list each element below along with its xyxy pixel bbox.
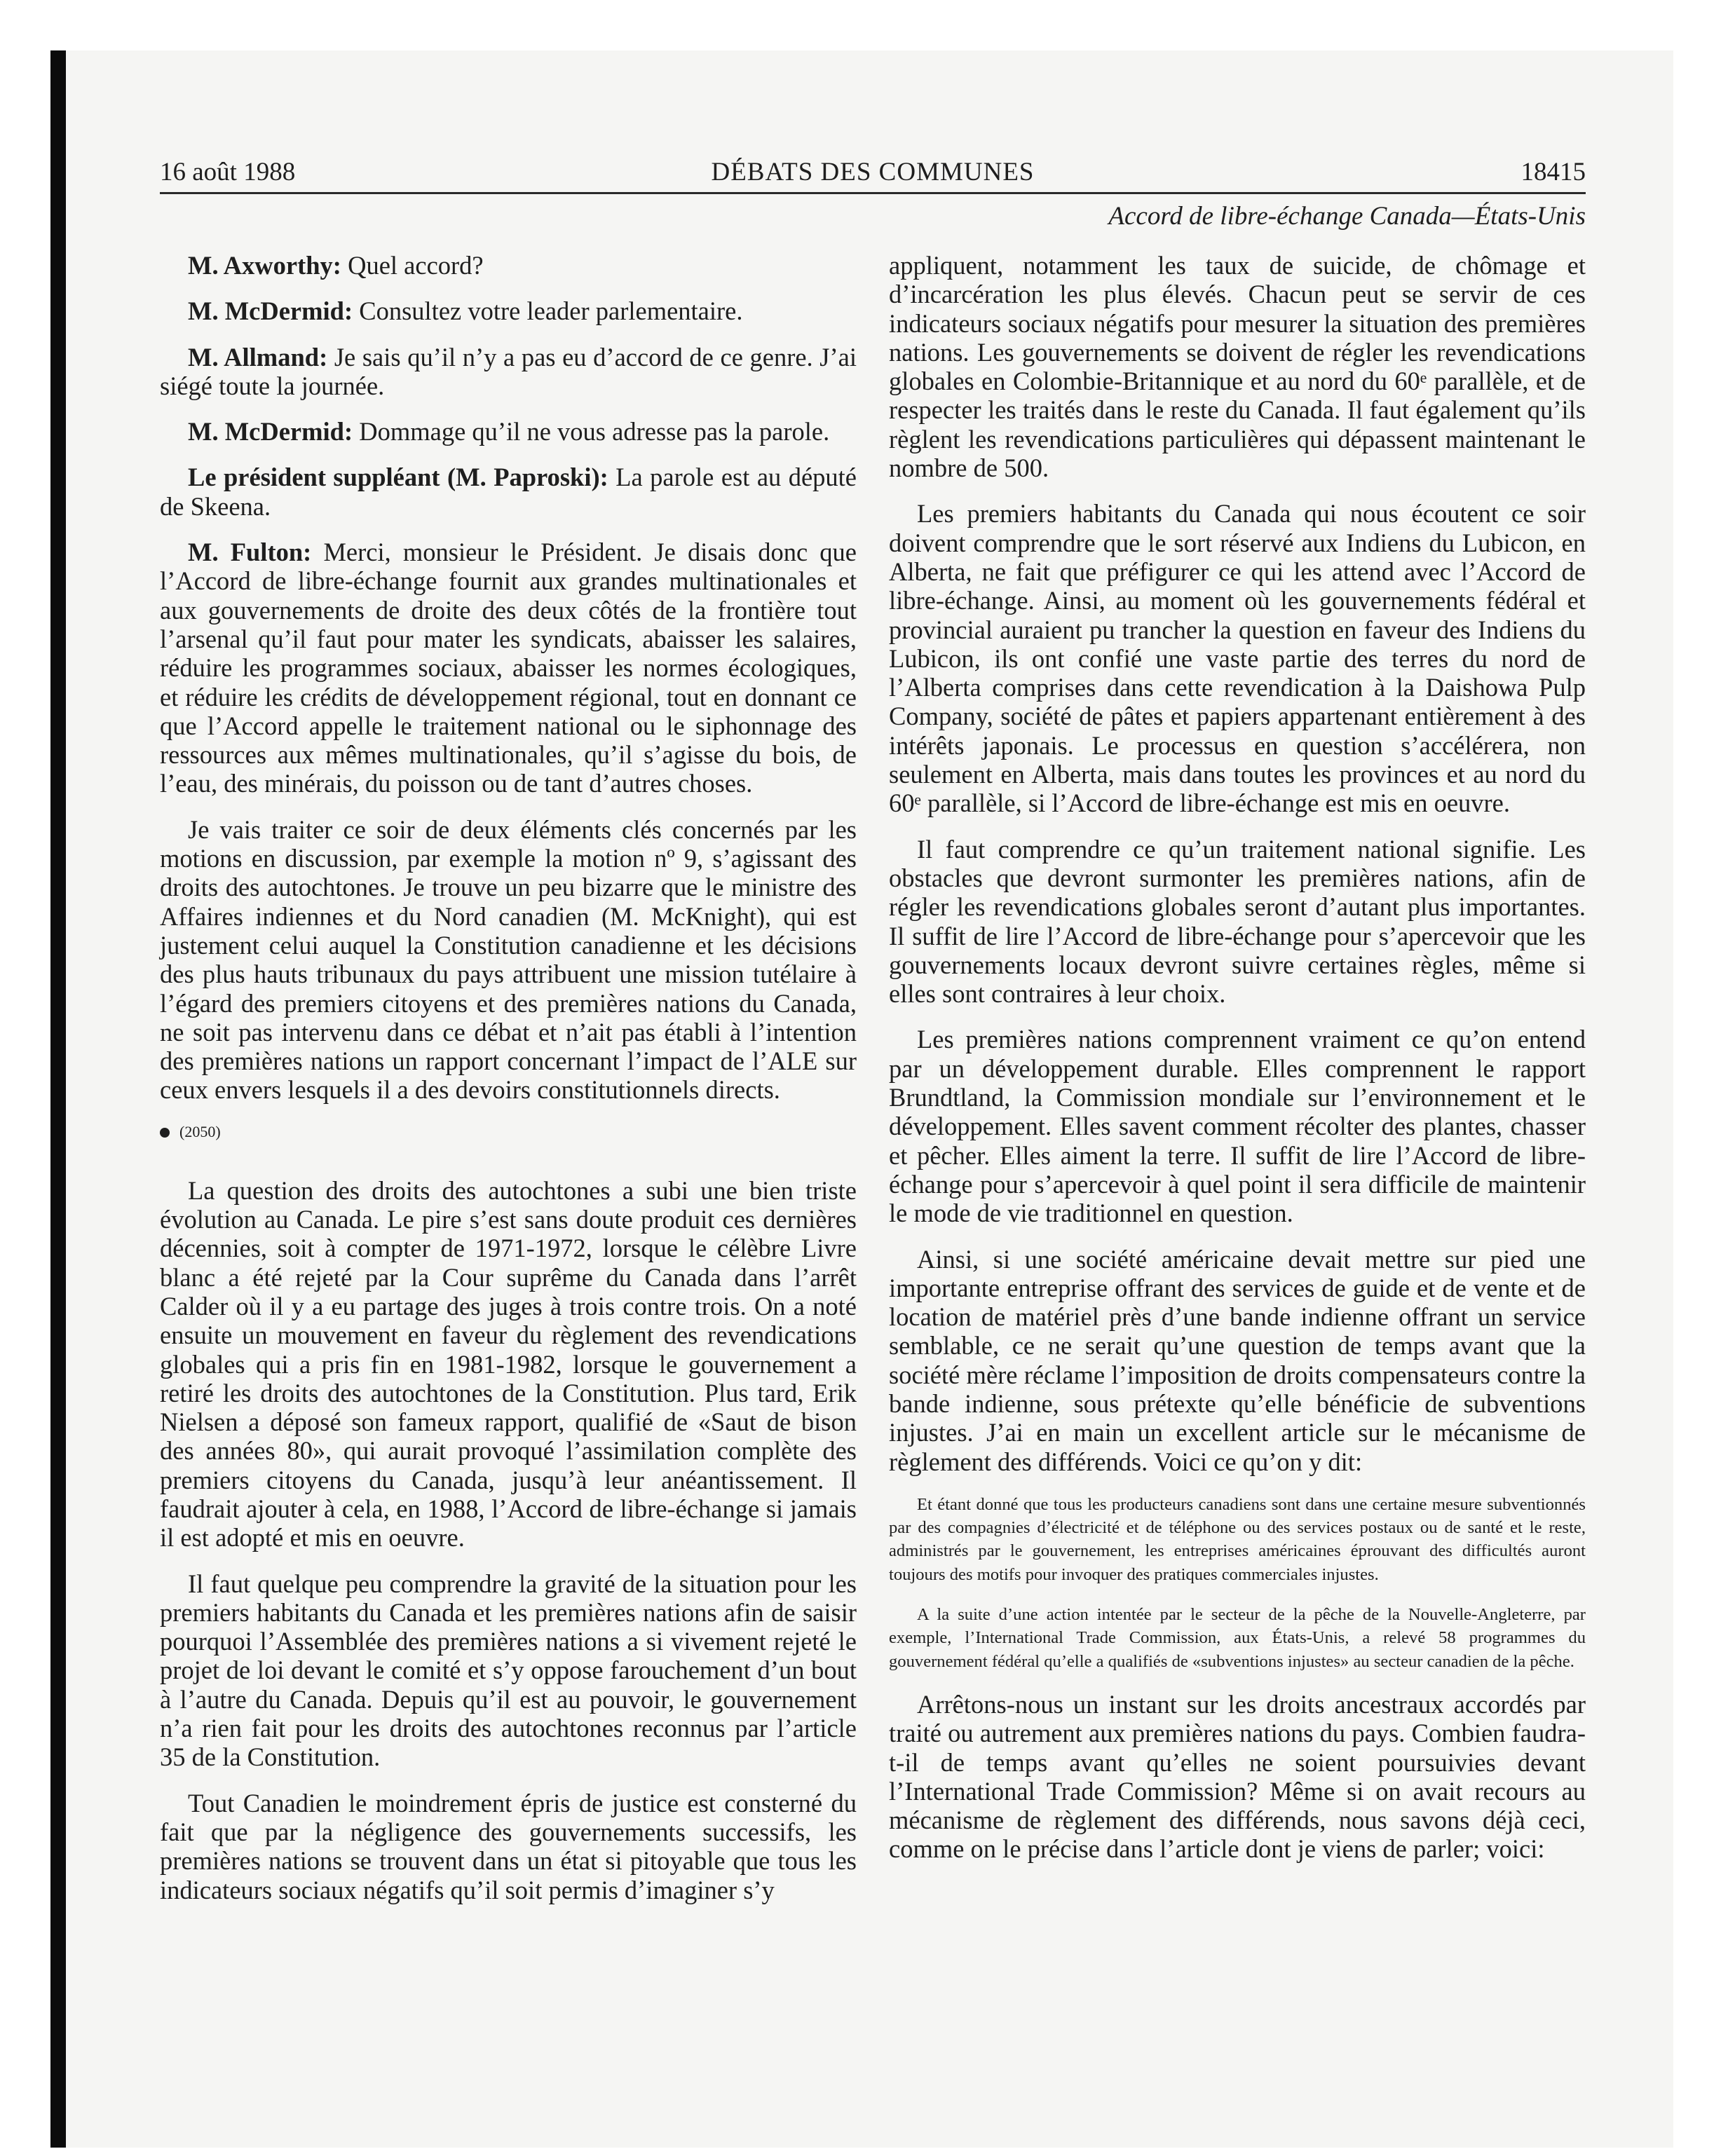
speech-acting-speaker xyxy=(160,463,857,521)
speech-text: Quel accord? xyxy=(341,251,484,280)
speaker-name: M. Fulton: xyxy=(188,538,312,567)
speaker-name: M. Allmand: xyxy=(188,342,328,371)
speech-allmand xyxy=(160,343,857,401)
paragraph-history: La question des droits des autochtones a subi une bien triste évolution au Canada. Le pire s’est sans doute produit ces dernières décennies, soit à compter de 1971-1972, lorsque le célèbre Livre blanc a été rejeté par la Cour suprême du Canada dans l’arrêt Calder où il y a eu partage des juges à trois contre trois. On a noté ensuite un mouvement en faveur du règlement des revendications globales qui a pris fin en 1981-1982, lorsque le gouvernement a retiré les droits des autochtones de la Constitution. Plus tard, Erik Nielsen a déposé son fameux rapport, qualifié de «Saut de bison des années 80», qui aurait provoqué l’assimilation complète des premiers citoyens du Canada, jusqu’à leur anéantissement. Il faudrait ajouter à cela, en 1988, l’Accord de libre-échange si jamais il est adopté et mis en oeuvre. xyxy=(160,1175,857,1553)
header-publication: DÉBATS DES COMMUNES xyxy=(711,158,1035,186)
speech-mcdermid-1 xyxy=(160,296,857,325)
speech-text: Je sais qu’il n’y a pas eu d’accord de ce genre. J’ai siégé toute la journée. xyxy=(160,342,857,400)
paragraph-motions: Je vais traiter ce soir de deux éléments clés concernés par les motions en discussion, par exemple la motion nº 9, s’agissant des droits des autochtones. Je trouve un peu bizarre que le ministre des Affaires indiennes et du Nord canadien (M. McKnight), qui est justement celui auquel la Constitution canadienne et les décisions des plus hauts tribunaux du pays attribuent une mission tutélaire à l’égard des premiers citoyens et des premières nations du Canada, ne soit pas intervenu dans ce débat et n’ait pas établi à l’intention des premières nations un rapport concernant l’impact de l’ALE sur ceux envers lesquels il a des devoirs constitutionnels directs. xyxy=(160,814,857,1105)
speaker-name: M. McDermid: xyxy=(188,417,353,446)
paragraph-american-company: Ainsi, si une société américaine devait mettre sur pied une importante entreprise offrant des services de guide et de vente et de location de matériel près d’une bande indienne offrant un service semblable, ce ne serait qu’une question de temps avant que la société mère réclame l’imposition de droits compensateurs contre la bande indienne, sous prétexte qu’elle bénéficie de subventions injustes. J’ai en main un excellent article sur le mécanisme de règlement des différends. Voici ce qu’on y dit: xyxy=(889,1244,1586,1476)
speaker-name: Le président suppléant (M. Paproski): xyxy=(188,463,608,492)
right-column xyxy=(889,251,1586,1881)
quote-paragraph-2: A la suite d’une action intentée par le secteur de la pêche de la Nouvelle-Angleterre, par exemple, l’International Trade Commission, aux États-Unis, a relevé 58 programmes du gouvernement fédéral qu’elle a qualifiés de «subventions injustes» au secteur canadien de la pêche. xyxy=(889,1605,1586,1671)
speaker-name: M. Axworthy: xyxy=(188,251,341,280)
speech-text: Consultez votre leader parlementaire. xyxy=(353,296,743,326)
timestamp-marker xyxy=(160,1121,857,1142)
speaker-name: M. McDermid: xyxy=(188,296,353,326)
paragraph-ancestral-rights: Arrêtons-nous un instant sur les droits ancestraux accordés par traité ou autrement aux premières nations du pays. Combien faudra-t-il de temps avant qu’elles ne soient poursuivies devant l’International Trade Commission? Même si on avait recours au mécanisme de règlement des différends, nous savons déjà ceci, comme on le précise dans l’article dont je viens de parler; voici: xyxy=(889,1689,1586,1864)
paragraph-lubicon: Les premiers habitants du Canada qui nous écoutent ce soir doivent comprendre que le sort réservé aux Indiens du Lubicon, en Alberta, ne fait que préfigurer ce qui les attend avec l’Accord de libre-échange. Ainsi, au moment où les gouvernements fédéral et provincial auraient pu trancher la question en faveur des Indiens du Lubicon, ils ont confié une vaste partie des terres du nord de l’Alberta comprises dans cette revendication à la Daishowa Pulp Company, société de pâtes et papiers appartenant entièrement à des intérêts japonais. Le processus en question s’accélérera, non seulement en Alberta, mais dans toutes les provinces et au nord du 60ᵉ parallèle, si l’Accord de libre-échange est mis en oeuvre. xyxy=(889,499,1586,818)
speech-fulton xyxy=(160,538,857,798)
paragraph-sustainable-development: Les premières nations comprennent vraiment ce qu’on entend par un développement durable. Elles comprennent le rapport Brundtland, la Commission mondiale sur l’environnement et le développement. Elles savent comment récolter des plantes, chasser et pêcher. Elles aiment la terre. Il suffit de lire l’Accord de libre-échange pour s’apercevoir à quel point il sera difficile de maintenir le mode de vie traditionnel en question. xyxy=(889,1025,1586,1228)
paragraph-justice: Tout Canadien le moindrement épris de justice est consterné du fait que par la négligence des gouvernements successifs, les premières nations se trouvent dans un état si pitoyable que tous les indicateurs sociaux négatifs qu’il soit permis d’imaginer s’y xyxy=(160,1788,857,1904)
bullet-icon xyxy=(160,1128,170,1138)
header-page-number: 18415 xyxy=(1520,158,1586,186)
speech-text: La parole est au député de Skeena. xyxy=(160,463,857,521)
speech-text: Dommage qu’il ne vous adresse pas la parole. xyxy=(353,417,830,446)
paragraph-continued: appliquent, notamment les taux de suicide, de chômage et d’incarcération les plus élevés. Chacun peut se servir de ces indicateurs sociaux négatifs pour mesurer la situation des premières nations. Les gouvernements se doivent de régler les revendications globales en Colombie-Britannique et au nord du 60ᵉ parallèle, et de respecter les traités dans le reste du Canada. Il faut également qu’ils règlent les revendications particulières qui dépassent maintenant le nombre de 500. xyxy=(889,251,1586,483)
left-column xyxy=(160,251,857,1921)
timestamp-text: (2050) xyxy=(179,1122,221,1140)
quote-paragraph-1: Et étant donné que tous les producteurs canadiens sont dans une certaine mesure subventionnés par des compagnies d’électricité et de téléphone ou des services postaux ou de santé et le reste, administrés par le gouvernement, les entreprises américaines éprouvant des difficultés auront toujours des motifs pour invoquer des pratiques commerciales injustes. xyxy=(889,1494,1586,1584)
paragraph-national-treatment: Il faut comprendre ce qu’un traitement national signifie. Les obstacles que devront surmonter les premières nations, afin de régler les revendications globales seront d’autant plus importantes. Il suffit de lire l’Accord de libre-échange pour s’apercevoir que les gouvernements locaux devront suivre certaines règles, même si elles sont contraires à leur choix. xyxy=(889,834,1586,1009)
speech-axworthy xyxy=(160,251,857,280)
section-title: Accord de libre-échange Canada—États-Unis xyxy=(1108,202,1586,231)
running-header xyxy=(160,153,1586,194)
header-date: 16 août 1988 xyxy=(160,158,296,186)
speech-mcdermid-2 xyxy=(160,417,857,446)
paragraph-gravity: Il faut quelque peu comprendre la gravité de la situation pour les premiers habitants du Canada et les premières nations afin de saisir pourquoi l’Assemblée des premières nations a si vivement rejeté le projet de loi devant le comité et s’y oppose farouchement d’un bout à l’autre du Canada. Depuis qu’il est au pouvoir, le gouvernement n’a rien fait pour les droits des autochtones reconnus par l’article 35 de la Constitution. xyxy=(160,1569,857,1772)
speech-text: Merci, monsieur le Président. Je disais donc que l’Accord de libre-échange fournit aux grandes multinationales et aux gouvernements de droite des deux côtés de la frontière tout l’arsenal qu’il faut pour mater les syndicats, abaisser les salaires, réduire les programmes sociaux, abaisser les normes écologiques, et réduire les crédits de développement régional, tout en donnant ce que l’Accord appelle le traitement national ou le siphonnage des ressources aux mêmes multinationales, qu’il s’agisse du bois, de l’eau, des minérais, du poisson ou de tant d’autres choses. xyxy=(160,538,857,798)
scan-edge xyxy=(50,50,66,2148)
